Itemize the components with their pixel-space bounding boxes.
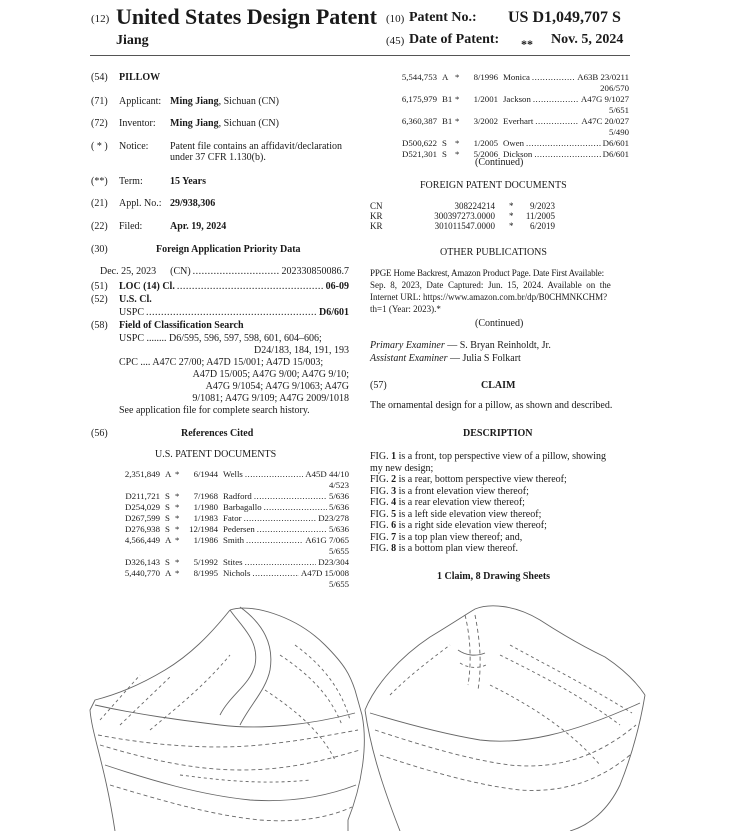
ref-number: D211,721 (125, 491, 160, 501)
ref-class: D23/278 (318, 513, 349, 523)
foreign-date: 11/2005 (525, 211, 555, 221)
ref-kind: S (165, 502, 170, 512)
ref-class-continued: 5/651 (608, 105, 629, 115)
field-search-line-2: D24/183, 184, 191, 193 (254, 345, 349, 356)
ref-star: * (455, 94, 460, 104)
ref-leader (534, 149, 600, 159)
ref-date: 1/2005 (473, 138, 498, 148)
uspc-value: D6/601 (319, 307, 349, 318)
ref-kind: B1 (442, 116, 453, 126)
ref-number: 6,360,387 (401, 116, 437, 126)
other-publications-line-1: PPGE Home Backrest, Amazon Product Page. Date First Available: (370, 268, 604, 278)
figure-description (370, 486, 529, 497)
ref-leader (245, 469, 303, 479)
ref-kind: S (442, 149, 447, 159)
ref-number: D254,029 (125, 502, 160, 512)
foreign-star: * (509, 221, 514, 231)
ref-name: Stites (223, 557, 243, 567)
ref-kind: A (165, 535, 172, 545)
ref-kind: A (165, 568, 172, 578)
ref-class: A63B 23/0211 (577, 72, 629, 82)
fig-text: is a bottom plan view thereof. (396, 543, 519, 554)
fig-word: FIG. (370, 451, 389, 462)
filed-value: Apr. 19, 2024 (170, 221, 227, 232)
ref-class: 5/636 (328, 491, 349, 501)
ref-name: Fator (223, 513, 242, 523)
inventor-label: Inventor: (119, 118, 156, 129)
ref-name: Pedersen (223, 524, 255, 534)
ref-class: D6/601 (602, 138, 629, 148)
ref-name: Smith (223, 535, 245, 545)
foreign-star: * (509, 211, 514, 221)
priority-date: Dec. 25, 2023 (100, 266, 157, 277)
foreign-doc-row (370, 211, 555, 221)
code-notice: ( * ) (91, 141, 108, 152)
ref-class-continued: 4/523 (328, 480, 349, 490)
primary-examiner (370, 340, 551, 351)
fig-word: FIG. (370, 531, 389, 543)
ref-name: Monica (503, 72, 530, 82)
ref-leader (254, 491, 327, 501)
ref-name: Jackson (503, 94, 531, 104)
code-term: (**) (91, 176, 108, 187)
inventor-location: , Sichuan (CN) (218, 118, 279, 129)
fig-word: FIG. (370, 485, 389, 497)
cited-reference-row (393, 138, 629, 148)
inventor-surname: Jiang (116, 33, 149, 48)
fig-number: 2 (391, 474, 397, 485)
applicant-value (170, 96, 279, 107)
code-12: (12) (91, 13, 110, 25)
code-51: (51) (91, 281, 108, 292)
ref-kind: B1 (442, 94, 453, 104)
cited-reference-row (117, 557, 349, 567)
priority-country: (CN) (170, 266, 191, 277)
fig-number: 5 (391, 508, 397, 520)
foreign-number: 308224214 (454, 201, 495, 211)
field-search-heading: Field of Classification Search (119, 320, 244, 331)
ref-class: D23/304 (318, 557, 349, 567)
field-search-line-3: CPC .... A47C 27/00; A47D 15/001; A47D 15/003; (119, 357, 324, 368)
ref-kind: A (165, 469, 172, 479)
document-title: United States Design Patent (116, 4, 377, 29)
ref-date: 8/1996 (473, 72, 498, 82)
assistant-examiner-label: Assistant Examiner (370, 353, 448, 364)
ref-number: D267,599 (125, 513, 160, 523)
cited-reference-row (117, 524, 349, 534)
fig-word: FIG. (370, 543, 389, 554)
term-value: 15 Years (170, 176, 207, 187)
ref-name: Nichols (223, 568, 251, 578)
ref-class-continued: 5/655 (328, 579, 349, 589)
description-heading: DESCRIPTION (463, 428, 533, 439)
foreign-number: 300397273.0000 (434, 211, 495, 221)
ref-class: A47D 15/008 (300, 568, 349, 578)
ref-date: 1/2001 (473, 94, 498, 104)
notice-line-2: under 37 CFR 1.130(b). (170, 152, 266, 163)
patent-number-label: Patent No.: (409, 10, 477, 25)
loc-value: 06-09 (325, 281, 349, 292)
priority-number: 202330850086.7 (281, 266, 349, 277)
ref-leader (264, 502, 327, 512)
ref-number: D521,301 (402, 149, 437, 159)
ref-class: A47G 9/1027 (580, 94, 629, 104)
code-72: (72) (91, 118, 108, 129)
ref-class: A47C 20/027 (581, 116, 629, 126)
priority-row (100, 266, 349, 277)
figure-description (370, 532, 522, 543)
fig-word: FIG. (370, 520, 389, 531)
cited-reference-row (393, 116, 629, 126)
ref-leader (245, 557, 317, 567)
patent-number: US D1,049,707 S (508, 9, 621, 26)
fig-number: 6 (391, 520, 397, 531)
cited-reference-row (117, 469, 349, 479)
ref-leader (257, 524, 327, 534)
ref-name: Wells (223, 469, 243, 479)
ref-star: * (455, 72, 460, 82)
ref-class-continued: 5/490 (608, 127, 629, 137)
other-publications-line-2: Sep. 8, 2023, Date Captured: Jun. 15, 2024. Available on the (370, 280, 611, 290)
foreign-doc-row (370, 201, 555, 211)
code-57: (57) (370, 380, 387, 391)
code-30: (30) (91, 244, 108, 255)
ref-date: 1/1980 (193, 502, 218, 512)
ref-number: D326,143 (125, 557, 160, 567)
ref-number: D276,938 (125, 524, 160, 534)
fig-number: 8 (391, 543, 397, 554)
appl-no-value: 29/938,306 (170, 198, 216, 209)
figure-description (370, 451, 606, 462)
other-publications-heading: OTHER PUBLICATIONS (440, 247, 547, 258)
code-58: (58) (91, 320, 108, 331)
claim-heading: CLAIM (481, 380, 516, 391)
ref-kind: A (442, 72, 449, 82)
ref-leader (533, 94, 579, 104)
field-search-line-5: A47G 9/1054; A47G 9/1063; A47G (205, 381, 349, 392)
fig-number: 3 (391, 485, 397, 497)
priority-heading: Foreign Application Priority Data (156, 244, 301, 255)
ref-class-continued: 206/570 (600, 83, 629, 93)
us-docs-heading: U.S. PATENT DOCUMENTS (155, 449, 277, 460)
fig-number: 7 (391, 531, 397, 543)
ref-date: 7/1968 (193, 491, 218, 501)
fig-text: is a top plan view thereof; and, (396, 531, 523, 543)
term-label: Term: (119, 176, 143, 187)
ref-leader (526, 138, 601, 148)
ref-number: 4,566,449 (124, 535, 160, 545)
ref-star: * (175, 524, 180, 534)
assistant-examiner-name: — Julia S Folkart (447, 353, 521, 364)
foreign-country: KR (370, 211, 383, 221)
foreign-date: 6/2019 (529, 221, 555, 231)
figure-description (370, 509, 541, 520)
cited-reference-row (393, 94, 629, 104)
foreign-star: * (509, 201, 514, 211)
foreign-number: 301011547.0000 (434, 221, 495, 231)
ref-name: Radford (223, 491, 252, 501)
ref-leader (252, 568, 298, 578)
loc-row (119, 281, 349, 292)
ref-date: 1/1986 (193, 535, 218, 545)
code-45: (45) (386, 35, 405, 47)
field-search-line-1: USPC ........ D6/595, 596, 597, 598, 601, 604–606; (119, 333, 322, 344)
uspc-row (119, 307, 349, 318)
fig-text: is a rear, bottom perspective view thereof; (396, 474, 567, 485)
ref-star: * (175, 557, 180, 567)
other-publications-line-4: th=1 (Year: 2023).* (370, 304, 441, 314)
fig-text: is a right side elevation view thereof; (396, 520, 547, 531)
header-rule (90, 55, 630, 56)
claim-text: The ornamental design for a pillow, as shown and described. (370, 400, 613, 411)
ref-date: 1/1983 (193, 513, 218, 523)
loc-label: LOC (14) Cl. (119, 281, 175, 292)
cited-reference-row (393, 72, 629, 82)
appl-no-label: Appl. No.: (119, 198, 162, 209)
ref-number: 5,544,753 (401, 72, 437, 82)
ref-star: * (175, 535, 180, 545)
ref-leader (532, 72, 575, 82)
ref-star: * (175, 502, 180, 512)
code-10: (10) (386, 13, 405, 25)
loc-leader (177, 281, 324, 292)
date-marker: ** (521, 37, 533, 51)
foreign-doc-row (370, 221, 555, 231)
primary-examiner-name: — S. Bryan Reinholdt, Jr. (444, 340, 551, 351)
field-search-line-6: 9/1081; A47G 9/109; A47G 2009/1018 (192, 393, 349, 404)
date-of-patent-label: Date of Patent: (409, 32, 500, 47)
code-71: (71) (91, 96, 108, 107)
field-search-line-4: A47D 15/005; A47G 9/00; A47G 9/10; (192, 369, 349, 380)
ref-leader (246, 535, 303, 545)
fig-word: FIG. (370, 497, 389, 508)
filed-label: Filed: (119, 221, 143, 232)
code-52: (52) (91, 294, 108, 305)
ref-number: 5,440,770 (124, 568, 160, 578)
ref-kind: S (165, 513, 170, 523)
code-21: (21) (91, 198, 108, 209)
ref-star: * (175, 568, 180, 578)
figure-description (370, 520, 547, 531)
cited-reference-row (117, 535, 349, 545)
applicant-name: Ming Jiang (170, 96, 219, 107)
ref-kind: S (165, 557, 170, 567)
ref-class: 5/636 (328, 524, 349, 534)
foreign-heading: FOREIGN PATENT DOCUMENTS (420, 180, 567, 191)
cited-reference-row (117, 491, 349, 501)
foreign-date: 9/2023 (529, 201, 555, 211)
ref-star: * (455, 138, 460, 148)
code-54: (54) (91, 72, 108, 83)
figure-description (370, 497, 525, 508)
ref-number: 2,351,849 (124, 469, 160, 479)
cited-reference-row (117, 513, 349, 523)
fig-text: is a left side elevation view thereof; (396, 508, 542, 520)
other-publications-line-3: Internet URL: https://www.amazon.com.br/dp/B0CHMNKCHM? (370, 292, 608, 302)
assistant-examiner (370, 353, 521, 364)
fig-number: 4 (391, 497, 397, 508)
figure-description (370, 474, 567, 485)
code-56: (56) (91, 428, 108, 439)
ref-class-continued: 5/655 (328, 546, 349, 556)
ref-star: * (455, 116, 460, 126)
ref-kind: S (165, 524, 170, 534)
inventor-name: Ming Jiang (170, 118, 219, 129)
ref-name: Dickson (503, 149, 533, 159)
ref-date: 8/1995 (193, 568, 218, 578)
ref-date: 12/1984 (189, 524, 218, 534)
ref-date: 5/1992 (193, 557, 218, 567)
uspc-leader (146, 307, 317, 318)
ref-name: Everhart (503, 116, 534, 126)
ref-name: Owen (503, 138, 525, 148)
ref-star: * (175, 491, 180, 501)
uspc-label: USPC (119, 307, 145, 318)
inventor-value (170, 118, 279, 129)
field-search-see: See application file for complete search history. (119, 405, 310, 416)
fig-word: FIG. (370, 474, 389, 485)
ref-date: 3/2002 (473, 116, 498, 126)
continued-1: (Continued) (475, 157, 524, 168)
fig-text: is a rear elevation view thereof; (396, 497, 525, 508)
claims-summary: 1 Claim, 8 Drawing Sheets (437, 571, 551, 582)
primary-examiner-label: Primary Examiner (370, 340, 445, 351)
fig-word: FIG. (370, 508, 389, 520)
ref-number: D500,622 (402, 138, 437, 148)
pillow-front-view (90, 607, 364, 831)
pillow-rear-view (365, 606, 645, 831)
ref-star: * (175, 513, 180, 523)
fig-text: is a front, top perspective view of a pillow, showing (396, 451, 606, 462)
us-cl-label: U.S. Cl. (119, 294, 152, 305)
title-of-design: PILLOW (119, 72, 161, 83)
applicant-location: , Sichuan (CN) (218, 96, 279, 107)
figure-description-continued: my new design; (370, 462, 434, 474)
ref-star: * (175, 469, 180, 479)
cited-reference-row (117, 568, 349, 578)
applicant-label: Applicant: (119, 96, 162, 107)
date-of-patent: Nov. 5, 2024 (551, 32, 624, 47)
pillow-drawing (80, 595, 650, 831)
notice-label: Notice: (119, 141, 149, 152)
code-22: (22) (91, 221, 108, 232)
ref-number: 6,175,979 (401, 94, 437, 104)
ref-class: A45D 44/10 (305, 469, 349, 479)
references-heading: References Cited (181, 428, 254, 439)
ref-class: 5/636 (328, 502, 349, 512)
ref-kind: S (442, 138, 447, 148)
ref-name: Barbagallo (223, 502, 262, 512)
ref-star: * (455, 149, 460, 159)
fig-text: is a front elevation view thereof; (396, 485, 529, 497)
cited-reference-row (117, 502, 349, 512)
ref-date: 5/2006 (473, 149, 498, 159)
foreign-country: KR (370, 221, 383, 231)
ref-class: D6/601 (602, 149, 629, 159)
notice-line-1: Patent file contains an affidavit/declaration (170, 141, 342, 152)
fig-number: 1 (391, 451, 397, 462)
ref-class: A61G 7/065 (305, 535, 349, 545)
figure-description (370, 543, 518, 554)
ref-kind: S (165, 491, 170, 501)
ref-leader (535, 116, 579, 126)
foreign-country: CN (370, 201, 383, 211)
continued-2: (Continued) (475, 318, 524, 329)
ref-date: 6/1944 (193, 469, 218, 479)
priority-leader (193, 266, 280, 277)
ref-leader (244, 513, 317, 523)
